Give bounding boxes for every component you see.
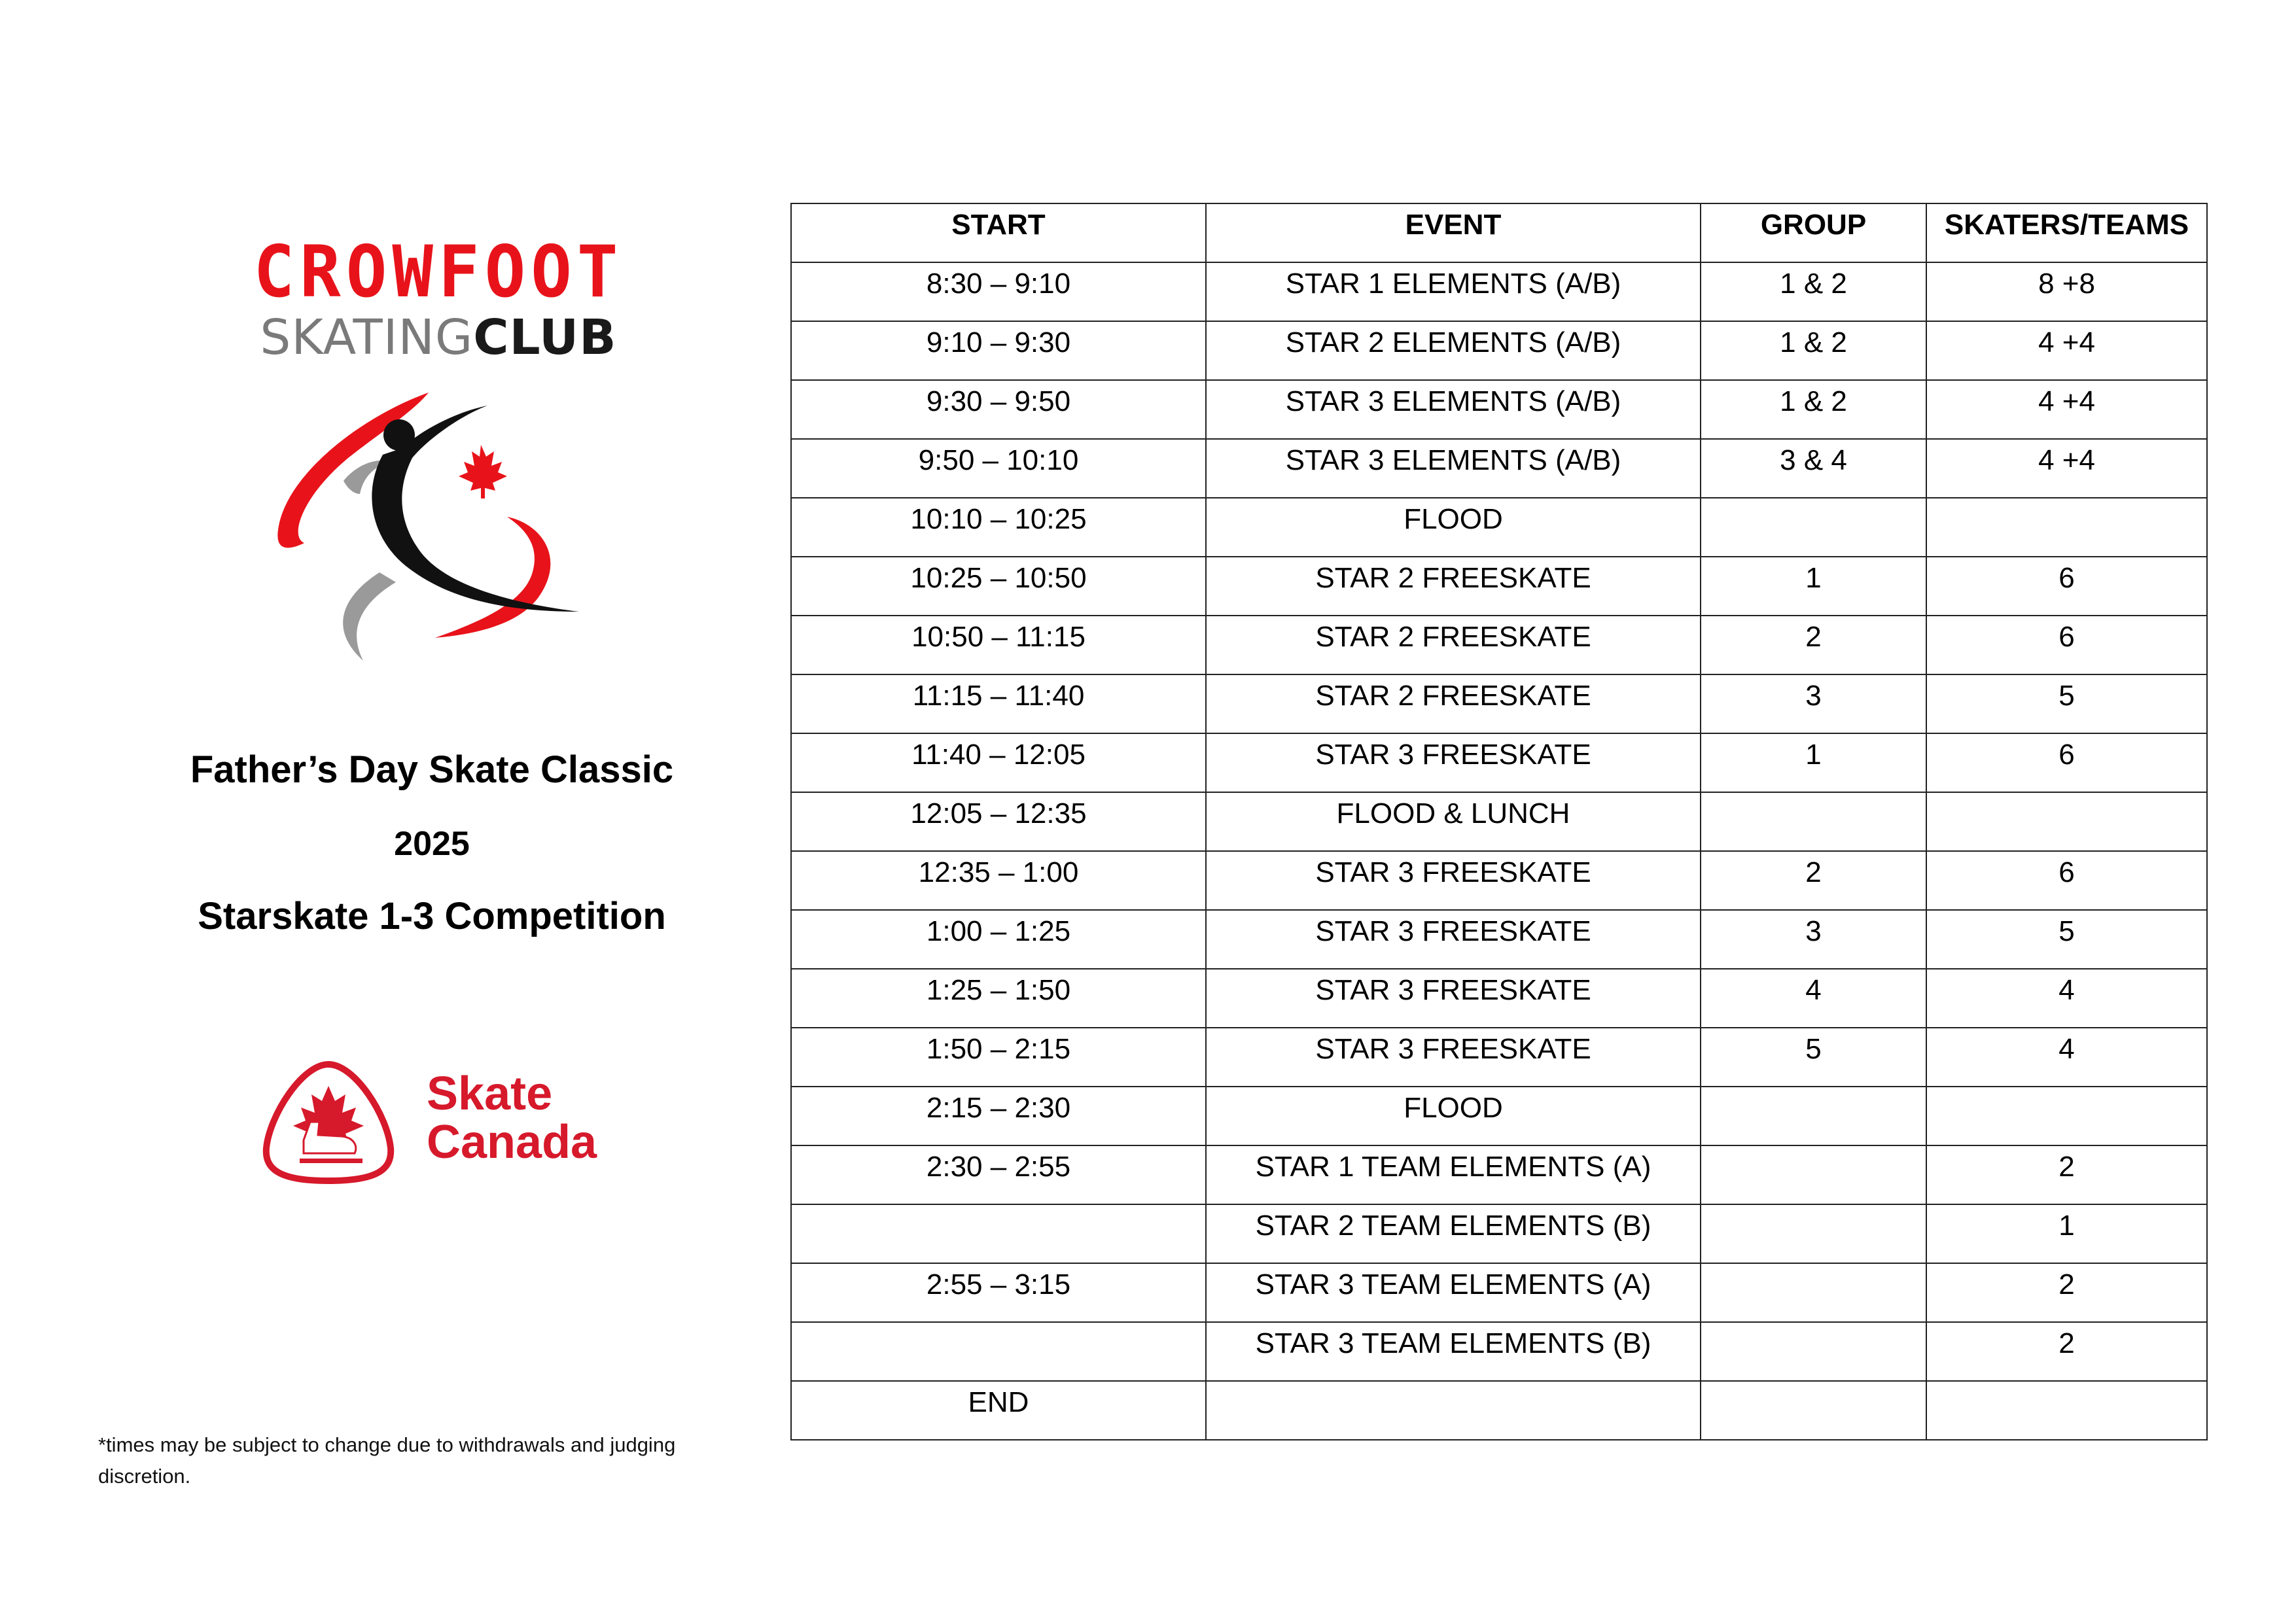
cell-group [1701,1381,1926,1440]
cell-event: FLOOD [1206,1087,1701,1145]
cell-group: 1 & 2 [1701,380,1926,439]
cell-group: 1 [1701,733,1926,792]
schedule-header-row [791,203,2207,262]
crowfoot-logo [242,229,635,366]
schedule-table [790,203,2208,1440]
cell-event: STAR 2 FREESKATE [1206,674,1701,733]
cell-group: 2 [1701,616,1926,674]
cell-start: 11:40 – 12:05 [791,733,1206,792]
event-title: Father’s Day Skate Classic [190,748,674,791]
table-row [791,969,2207,1028]
footnote: *times may be subject to change due to withdrawals and judging discretion. [98,1433,676,1488]
cell-start: 2:55 – 3:15 [791,1263,1206,1322]
cell-skaters-teams: 6 [1926,851,2207,910]
table-row [791,733,2207,792]
cell-group: 3 [1701,910,1926,969]
cell-start: 10:25 – 10:50 [791,557,1206,616]
cell-group [1701,1087,1926,1145]
cell-event: FLOOD [1206,498,1701,557]
cell-group: 5 [1701,1028,1926,1087]
cell-start: 9:10 – 9:30 [791,321,1206,380]
cell-event: STAR 3 FREESKATE [1206,733,1701,792]
cell-start [791,1322,1206,1381]
cell-group [1701,498,1926,557]
table-row [791,439,2207,498]
cell-skaters-teams: 2 [1926,1263,2207,1322]
cell-event: STAR 1 TEAM ELEMENTS (A) [1206,1145,1701,1204]
table-row [791,1145,2207,1204]
cell-event: STAR 3 FREESKATE [1206,851,1701,910]
cell-skaters-teams: 2 [1926,1322,2207,1381]
cell-group [1701,792,1926,851]
cell-group [1701,1263,1926,1322]
cell-skaters-teams: 4 +4 [1926,321,2207,380]
cell-skaters-teams: 6 [1926,616,2207,674]
cell-event: STAR 3 ELEMENTS (A/B) [1206,380,1701,439]
cell-start: 8:30 – 9:10 [791,262,1206,321]
cell-start: 10:50 – 11:15 [791,616,1206,674]
header-start: START [791,203,1206,262]
table-row [791,498,2207,557]
skate-canada-badge-icon [256,1056,400,1187]
cell-group: 3 & 4 [1701,439,1926,498]
schedule-body [791,262,2207,1440]
cell-skaters-teams: 5 [1926,674,2207,733]
cell-start: 9:30 – 9:50 [791,380,1206,439]
cell-start: 1:50 – 2:15 [791,1028,1206,1087]
cell-skaters-teams: 4 +4 [1926,439,2207,498]
cell-start: 1:00 – 1:25 [791,910,1206,969]
cell-event: STAR 3 FREESKATE [1206,969,1701,1028]
cell-skaters-teams: 4 [1926,1028,2207,1087]
cell-event: STAR 1 ELEMENTS (A/B) [1206,262,1701,321]
cell-start: 11:15 – 11:40 [791,674,1206,733]
event-year: 2025 [394,825,470,863]
skate-canada-wordmark [427,1070,597,1166]
table-row [791,1204,2207,1263]
cell-start [791,1204,1206,1263]
table-row [791,557,2207,616]
cell-skaters-teams: 1 [1926,1204,2207,1263]
cell-skaters-teams: 6 [1926,557,2207,616]
cell-skaters-teams: 4 [1926,969,2207,1028]
cell-group [1701,1145,1926,1204]
skate-canada-line1: Skate [427,1068,553,1120]
cell-start: END [791,1381,1206,1440]
header-event: EVENT [1206,203,1701,262]
table-row [791,1028,2207,1087]
cell-event: STAR 3 FREESKATE [1206,1028,1701,1087]
skating-club-wordmark [242,311,635,364]
cell-group: 1 [1701,557,1926,616]
cell-group: 1 & 2 [1701,321,1926,380]
cell-start: 2:30 – 2:55 [791,1145,1206,1204]
table-row [791,616,2207,674]
cell-skaters-teams: 6 [1926,733,2207,792]
cell-event: STAR 3 FREESKATE [1206,910,1701,969]
cell-skaters-teams [1926,1087,2207,1145]
cell-group: 4 [1701,969,1926,1028]
cell-event [1206,1381,1701,1440]
cell-start: 12:05 – 12:35 [791,792,1206,851]
cell-group: 3 [1701,674,1926,733]
crowfoot-wordmark: CROWFOOT [253,229,624,314]
cell-skaters-teams: 5 [1926,910,2207,969]
table-row [791,851,2207,910]
cell-event: STAR 3 TEAM ELEMENTS (A) [1206,1263,1701,1322]
cell-skaters-teams: 8 +8 [1926,262,2207,321]
header-skaters-teams: SKATERS/TEAMS [1926,203,2207,262]
header-group: GROUP [1701,203,1926,262]
cell-start: 2:15 – 2:30 [791,1087,1206,1145]
table-row [791,380,2207,439]
table-row [791,321,2207,380]
club-word: CLUB [473,309,617,366]
cell-event: STAR 3 TEAM ELEMENTS (B) [1206,1322,1701,1381]
cell-start: 10:10 – 10:25 [791,498,1206,557]
cell-skaters-teams [1926,498,2207,557]
cell-skaters-teams: 2 [1926,1145,2207,1204]
cell-group: 1 & 2 [1701,262,1926,321]
cell-skaters-teams [1926,1381,2207,1440]
table-row [791,262,2207,321]
table-row [791,1263,2207,1322]
cell-start: 9:50 – 10:10 [791,439,1206,498]
cell-skaters-teams: 4 +4 [1926,380,2207,439]
table-row [791,1322,2207,1381]
table-row [791,1381,2207,1440]
cell-group [1701,1204,1926,1263]
cell-event: STAR 2 FREESKATE [1206,557,1701,616]
cell-event: FLOOD & LUNCH [1206,792,1701,851]
event-subtitle: Starskate 1-3 Competition [198,895,666,937]
table-row [791,910,2207,969]
table-row [791,792,2207,851]
table-row [791,1087,2207,1145]
cell-event: STAR 3 ELEMENTS (A/B) [1206,439,1701,498]
cell-start: 12:35 – 1:00 [791,851,1206,910]
cell-skaters-teams [1926,792,2207,851]
cell-start: 1:25 – 1:50 [791,969,1206,1028]
skater-figure-icon [265,386,599,667]
skating-word: SKATING [260,309,474,366]
table-row [791,674,2207,733]
cell-event: STAR 2 FREESKATE [1206,616,1701,674]
cell-group [1701,1322,1926,1381]
cell-event: STAR 2 ELEMENTS (A/B) [1206,321,1701,380]
skate-canada-logo [256,1056,597,1187]
cell-group: 2 [1701,851,1926,910]
cell-event: STAR 2 TEAM ELEMENTS (B) [1206,1204,1701,1263]
skate-canada-line2: Canada [427,1116,597,1168]
